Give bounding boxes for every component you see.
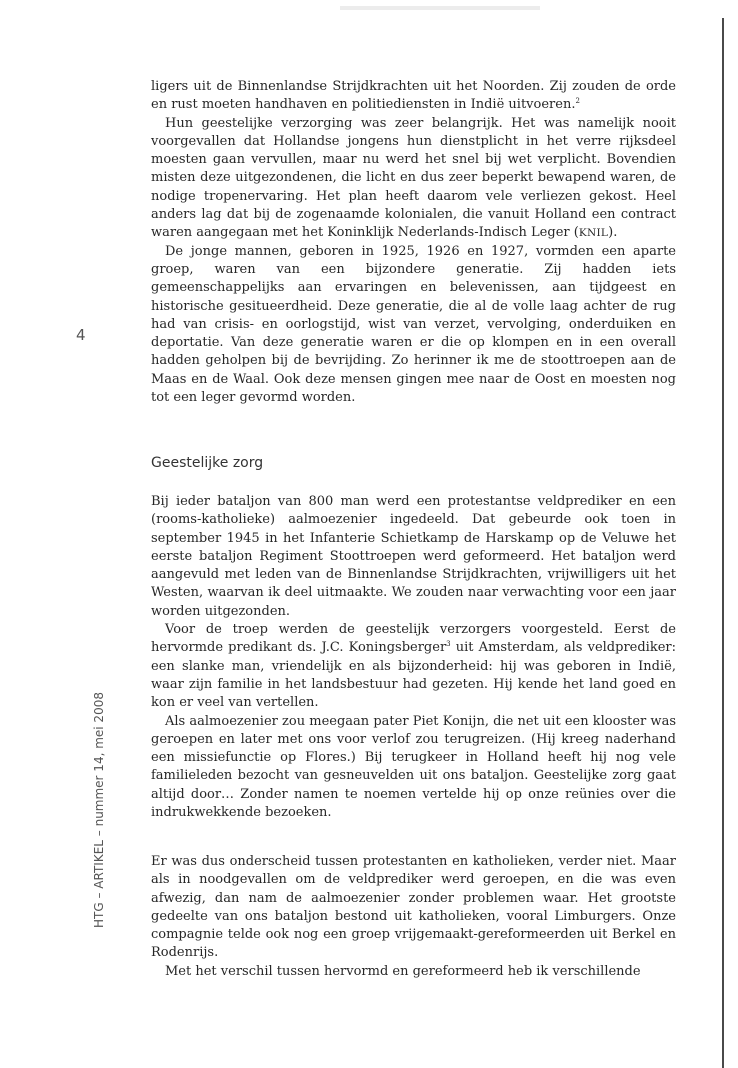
paragraph: Voor de troep werden de geestelijk verzorgers voorgesteld. Eerst de hervormde predikant ds. J.C. Koningsberger$^3$ uit Amsterdam, als veldprediker: een slanke man, vriendelijk en als bijzonderheid: hij was geboren in Indië, waar zijn familie in het landsbestuur had gezeten. Hij kende het land goed en kon er veel van vertellen.: [151, 622, 676, 711]
paragraph: Met het verschil tussen hervormd en gereformeerd heb ik verschillende: [165, 963, 641, 979]
abbreviation: KNIL: [578, 227, 609, 240]
paragraph: Als aalmoezenier zou meegaan pater Piet Konijn, die net uit een klooster was geroepen en later met ons voor verlof zou terugreizen. (Hij kreeg naderhand een missiefunctie op Flores.) Bij terugkeer in Holland heeft hij nog vele familieleden bezocht van gesneuvelden uit ons bataljon. Geestelijke zorg gaat altijd door… Zonder namen te noemen vertelde hij op onze reünies over die indrukwekkende bezoeken.: [151, 713, 676, 821]
page-number: 4: [76, 326, 86, 344]
paragraph-text: ligers uit de Binnenlandse Strijdkrachten uit het Noorden. Zij zouden de orde en rust moeten handhaven en politiediensten in Indië uitvoeren.: [151, 79, 676, 113]
section-heading: Geestelijke zorg: [151, 455, 264, 471]
body-text-section-2: [151, 493, 676, 822]
running-head: HTG – ARTIKEL – nummer 14, mei 2008: [92, 692, 106, 928]
page-edge-rule: [722, 18, 724, 1068]
footnote-ref: 2: [575, 97, 580, 106]
paragraph: Hun geestelijke verzorging was zeer belangrijk. Het was namelijk nooit voorgevallen dat Hollandse jongens hun dienstplicht in het verre rijksdeel moesten gaan vervullen, maar nu werd het snel bij wet verplicht. Bovendien misten deze uitgezondenen, die licht en dus zeer beperkt bewapend waren, de nodige tropenervaring. Het plan heeft daarom vele verliezen gekost. Heel anders lag dat bij de zogenaamde kolonialen, die vanuit Holland een contract waren aangegaan met het Koninklijk Nederlands-Indisch Leger (KNIL).: [151, 115, 676, 241]
body-text-section-1: [151, 78, 676, 407]
body-text-section-3: [151, 853, 676, 981]
footnote-ref: 3: [446, 640, 451, 649]
paragraph: De jonge mannen, geboren in 1925, 1926 en 1927, vormden een aparte groep, waren van een bijzondere generatie. Zij hadden iets gemeenschappelijks aan ervaringen en belevenissen, aan tijdgeest en historische gesitueerdheid. Deze generatie, die al de volle laag achter de rug had van crisis- en oorlogstijd, wist van verzet, vervolging, onderduiken en deportatie. Van deze generatie waren er die op klompen en in een overall hadden geholpen bij de bevrijding. Zo herinner ik me de stoottroepen aan de Maas en de Waal. Ook deze mensen gingen mee naar de Oost en moesten nog tot een leger gevormd worden.: [151, 243, 676, 406]
paragraph: Bij ieder bataljon van 800 man werd een protestantse veldprediker en een (rooms-katholieke) aalmoezenier ingedeeld. Dat gebeurde ook toen in september 1945 in het Infanterie Schietkamp de Harskamp op de Veluwe het eerste bataljon Regiment Stoottroepen werd geformeerd. Het bataljon werd aangevuld met leden van de Binnenlandse Strijdkrachten, vrijwilligers uit het Westen, waarvan ik deel uitmaakte. We zouden naar verwachting voor een jaar worden uitgezonden.: [151, 494, 676, 619]
paragraph: [151, 78, 676, 115]
paragraph: Er was dus onderscheid tussen protestanten en katholieken, verder niet. Maar als in noodgevallen om de veldprediker werd geroepen, en die was even afwezig, dan nam de aalmoezenier zonder problemen waar. Het grootste gedeelte van ons bataljon bestond uit katholieken, vooral Limburgers. Onze compagnie telde ook nog een groep vrijgemaakt-gereformeerden uit Berkel en Rodenrijs.: [151, 854, 676, 961]
scan-smudge: [340, 6, 540, 10]
